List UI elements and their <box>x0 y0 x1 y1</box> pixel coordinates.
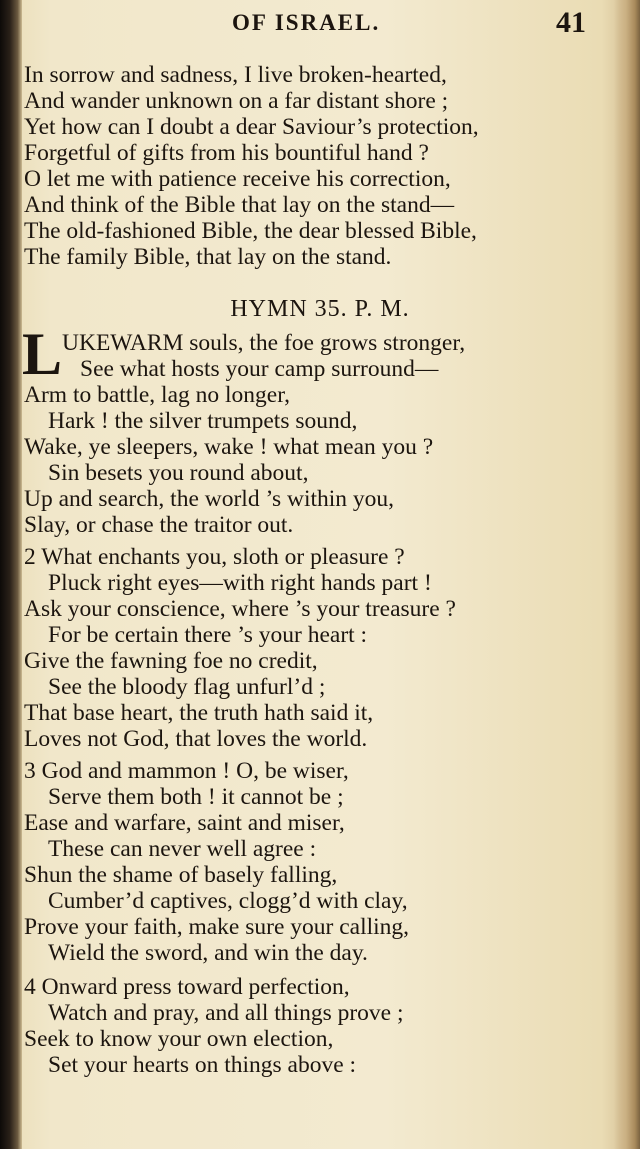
hymn-line: Cumber’d captives, clogg’d with clay, <box>48 888 408 914</box>
poem-line: The old-fashioned Bible, the dear blessed Bible, <box>24 218 477 244</box>
hymn-stanza-4 <box>24 974 604 1078</box>
hymn-stanza-2 <box>24 544 604 752</box>
hymn-stanza-3 <box>24 758 604 966</box>
hymn-line: Wake, ye sleepers, wake ! what mean you ? <box>24 434 434 460</box>
hymn-line: Arm to battle, lag no longer, <box>24 382 290 408</box>
page-number: 41 <box>556 6 586 39</box>
poem-line: And think of the Bible that lay on the stand— <box>24 192 455 218</box>
hymn-line: These can never well agree : <box>48 836 317 862</box>
hymn-line: Wield the sword, and win the day. <box>48 940 368 966</box>
page-edge-shadow <box>614 0 640 1149</box>
page-gutter-shadow <box>0 0 22 1149</box>
hymn-line: Hark ! the silver trumpets sound, <box>48 408 358 434</box>
hymn-line: Loves not God, that loves the world. <box>24 726 368 752</box>
hymn-stanza-1 <box>22 321 604 538</box>
hymn-line: Set your hearts on things above : <box>48 1052 357 1078</box>
hymn-line: Pluck right eyes—with right hands part ! <box>48 570 432 596</box>
poem-ending <box>24 62 604 270</box>
hymn-line: Seek to know your own election, <box>24 1026 334 1052</box>
poem-line: In sorrow and sadness, I live broken-hearted, <box>24 62 447 88</box>
hymn-line: Sin besets you round about, <box>48 460 309 486</box>
poem-line: Forgetful of gifts from his bountiful hand ? <box>24 140 429 166</box>
hymn-line: 3 God and mammon ! O, be wiser, <box>24 758 349 784</box>
hymn-line: Ask your conscience, where ’s your treasure ? <box>24 596 456 622</box>
hymn-line: Slay, or chase the traitor out. <box>24 512 294 538</box>
hymn-line: Serve them both ! it cannot be ; <box>48 784 344 810</box>
poem-line: O let me with patience receive his correction, <box>24 166 451 192</box>
running-head: OF ISRAEL. <box>232 10 381 35</box>
hymn-line: Shun the shame of basely falling, <box>24 862 338 888</box>
hymn-line: Up and search, the world ’s within you, <box>24 486 395 512</box>
hymn-line: Watch and pray, and all things prove ; <box>48 1000 404 1026</box>
hymn-line: See the bloody flag unfurl’d ; <box>48 674 326 700</box>
hymn-line-text: UKEWARM souls, the foe grows stronger, <box>62 330 466 356</box>
poem-line: And wander unknown on a far distant shore ; <box>24 88 449 114</box>
poem-line: Yet how can I doubt a dear Saviour’s protection, <box>24 114 479 140</box>
hymn-line: For be certain there ’s your heart : <box>48 622 368 648</box>
page-header <box>0 8 640 42</box>
hymn-line: Ease and warfare, saint and miser, <box>24 810 345 836</box>
drop-cap: L <box>22 321 63 387</box>
poem-line: The family Bible, that lay on the stand. <box>24 244 392 270</box>
hymn-line: 4 Onward press toward perfection, <box>24 974 350 1000</box>
hymn-line: See what hosts your camp surround— <box>80 356 439 382</box>
hymn-line: That base heart, the truth hath said it, <box>24 700 374 726</box>
hymn-line: 2 What enchants you, sloth or pleasure ? <box>24 544 405 570</box>
hymn-line: Give the fawning foe no credit, <box>24 648 318 674</box>
hymn-line: Prove your faith, make sure your calling, <box>24 914 410 940</box>
hymn-title: HYMN 35. P. M. <box>230 296 410 322</box>
